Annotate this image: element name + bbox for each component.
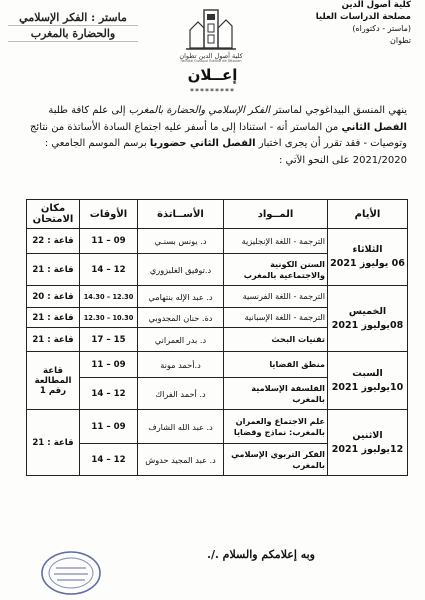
institution-header xyxy=(293,0,411,46)
intro-exam: الفصل الثاني حضوريا xyxy=(149,138,256,149)
time-cell: 09 – 11 xyxy=(80,229,138,254)
time-cell: 12 – 14 xyxy=(80,444,138,476)
intro-semester: الفصل الثاني xyxy=(341,121,407,133)
notice-title: إعــلان xyxy=(187,66,238,84)
header-subject: المــواد xyxy=(224,200,328,229)
time-cell: 10.30 – 12.30 xyxy=(80,308,138,328)
time-cell: 12 – 14 xyxy=(80,378,138,410)
prof-cell: د. يونس بسنـي xyxy=(138,229,224,254)
header-room: مكان الامتحان xyxy=(27,200,80,229)
room-cell: قاعة : 21 xyxy=(27,254,80,286)
room-cell: قاعة : 20 xyxy=(27,286,80,308)
intro-text: ينهي المنسق البيداغوجي لماستر xyxy=(273,105,407,116)
intro-text: برسم الموسم الجامعي : 2021/2020 على النحو الآتي : xyxy=(44,138,407,166)
subject-cell: الفلسفة الإسلامية بالمغرب xyxy=(224,378,328,410)
table-row xyxy=(27,229,408,254)
day-cell xyxy=(328,410,408,476)
time-cell: 12.30 – 14.30 xyxy=(80,286,138,308)
prof-cell: د. عبد المجيد حدوش xyxy=(138,444,224,476)
day-name: الثلاثاء xyxy=(352,244,383,255)
time-cell: 12 – 14 xyxy=(80,254,138,286)
header-line: تطوان xyxy=(389,35,411,45)
prof-cell: د. عبد الإله بنتهامي xyxy=(138,286,224,308)
intro-master-name: الفكر الإسلامي والحضارة بالمغرب xyxy=(128,105,271,116)
closing-line: وبه إعلامكم والسلام ./. xyxy=(207,548,315,561)
room-cell: قاعة : 21 xyxy=(27,328,80,352)
title-separator: ********* xyxy=(190,87,235,96)
day-date: 10يوليوز 2021 xyxy=(331,381,404,393)
prof-cell: د. بدر العمراني xyxy=(138,328,224,352)
notice-intro xyxy=(20,103,407,169)
prof-cell: د.أحمد مونة xyxy=(138,352,224,378)
subject-cell: الفكر التربوي الإسلامي بالمغرب xyxy=(224,444,328,476)
intro-text: من الماستر أنه - استنادا إلى ما أسفر عليه اجتماع السادة الأساتذة من نتائج وتوصيات - فقد تقرر أن يجرى اختبار xyxy=(29,121,407,149)
header-line: (ماستر - دكتوراه) xyxy=(352,24,411,33)
day-date: 08يوليوز 2021 xyxy=(331,319,404,331)
master-line: ماستر : الفكر الإسلامي xyxy=(8,10,138,26)
prof-cell: د. عبد الله الشارف xyxy=(138,410,224,444)
intro-text: إلى علم كافة طلبة xyxy=(48,105,126,116)
day-date: 06 يوليوز 2021 xyxy=(330,258,405,269)
day-name: الخميس xyxy=(348,305,387,317)
room-cell: قاعة : 22 xyxy=(27,229,80,254)
subject-cell: تقنيات البحث xyxy=(224,328,328,352)
logo-subcaption: Faculté Oussoul Eddine de Tétouan xyxy=(180,59,242,63)
prof-cell: دة. حنان المجدوبي xyxy=(138,308,224,328)
subject-cell: الترجمة - اللغة الإنجليزية xyxy=(224,229,328,254)
time-cell: 09 – 11 xyxy=(80,410,138,444)
master-line: والحضارة بالمغرب xyxy=(8,26,138,42)
table-header-row xyxy=(27,200,408,229)
exam-schedule-table xyxy=(26,199,408,476)
table-row xyxy=(27,286,408,308)
header-line: مصلحة الدراسات العليا xyxy=(315,11,411,22)
subject-cell: السنن الكونية والاجتماعية بالمغرب xyxy=(224,254,328,286)
header-time: الأوقات xyxy=(80,200,138,229)
header-line: كلية أصول الدين xyxy=(341,0,411,10)
table-row xyxy=(27,410,408,444)
prof-cell: د.توفيق الغلبزوري xyxy=(138,254,224,286)
room-cell: قاعة : 21 xyxy=(27,410,80,476)
time-cell: 15 – 17 xyxy=(80,328,138,352)
day-cell xyxy=(328,286,408,352)
time-cell: 09 – 11 xyxy=(80,352,138,378)
master-program-header xyxy=(8,10,138,42)
day-name: الاثنين xyxy=(352,429,383,441)
prof-cell: د. أحمد الفراك xyxy=(138,378,224,410)
faculty-logo xyxy=(184,8,238,52)
room-cell: قاعة : 21 xyxy=(27,308,80,328)
official-stamp xyxy=(40,550,102,596)
day-cell xyxy=(328,352,408,410)
header-day: الأيام xyxy=(328,200,408,229)
day-date: 12يوليوز 2021 xyxy=(331,443,404,455)
day-name: السبت xyxy=(352,367,383,379)
logo-caption: كلية أصول الدين تطوان xyxy=(179,52,243,60)
room-cell: قاعة المطالعة رقم 1 xyxy=(27,352,80,410)
table-row xyxy=(27,352,408,378)
day-cell xyxy=(328,229,408,286)
subject-cell: منطق القضايا xyxy=(224,352,328,378)
header-prof: الأســاتذة xyxy=(138,200,224,229)
subject-cell: علم الاجتماع والعمران بالمغرب: نماذج وقضايا xyxy=(224,410,328,444)
subject-cell: الترجمة - اللغة الفرنسية xyxy=(224,286,328,308)
subject-cell: الترجمة - اللغة الإسبانية xyxy=(224,308,328,328)
